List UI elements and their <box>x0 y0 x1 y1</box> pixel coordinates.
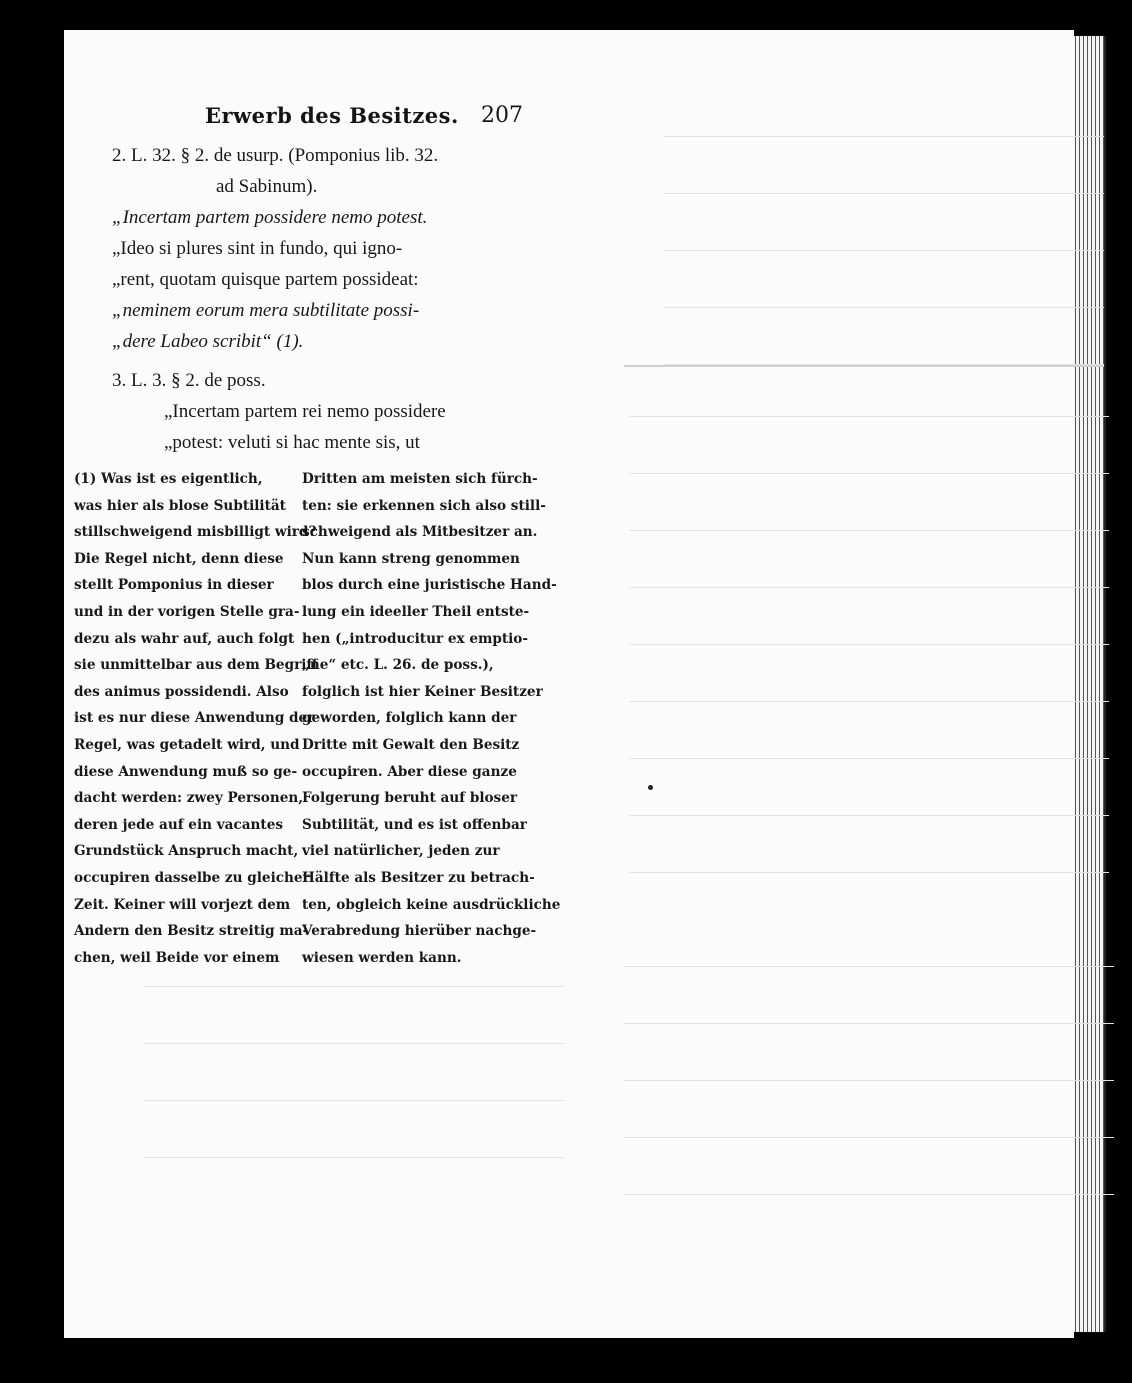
footnote-line: des animus possidendi. Also <box>74 683 289 700</box>
footnote-line: occupiren dasselbe zu gleicher <box>74 869 310 886</box>
quote-line: „Ideo si plures sint in fundo, qui igno- <box>112 238 403 259</box>
handwriting-bleedthrough-bottom-right <box>624 910 1114 1230</box>
footnote-line: chen, weil Beide vor einem <box>74 949 280 966</box>
quote-line: „rent, quotam quisque partem possideat: <box>112 269 419 290</box>
footnote-line: Die Regel nicht, denn diese <box>74 550 284 567</box>
footnote-line: geworden, folglich kann der <box>302 710 517 727</box>
footnote-line: wiesen werden kann. <box>302 949 462 966</box>
footnote-line: occupiren. Aber diese ganze <box>302 763 517 780</box>
citation-3: 3. L. 3. § 2. de poss. <box>112 370 266 391</box>
footnote-line: Verabredung hierüber nachge- <box>302 923 537 940</box>
quote-line: „potest: veluti si hac mente sis, ut <box>164 432 420 453</box>
footnote-line: Dritte mit Gewalt den Besitz <box>302 736 520 753</box>
footnote-line: Dritten am meisten sich fürch- <box>302 471 538 487</box>
footnote-line: Folgerung beruht auf bloser <box>302 790 518 807</box>
footnote-line: stellt Pomponius in dieser <box>74 577 274 594</box>
citation-2: 2. L. 32. § 2. de usurp. (Pomponius lib. 32. <box>112 145 439 166</box>
main-text-block <box>112 140 522 458</box>
footnote-line: sie unmittelbar aus dem Begriff <box>74 657 318 674</box>
handwriting-bleedthrough-middle <box>629 360 1109 880</box>
footnote-line: folglich ist hier Keiner Besitzer <box>302 683 543 700</box>
footnote-line: lung ein ideeller Theil entste- <box>302 603 530 620</box>
footnote-line: stillschweigend misbilligt wird? <box>74 524 317 541</box>
handwriting-bleedthrough-top <box>664 80 1104 360</box>
footnote-line: blos durch eine juristische Hand- <box>302 577 557 594</box>
footnote-line: hen („introducitur ex emptio- <box>302 630 529 647</box>
page-number: 207 <box>481 103 523 128</box>
footnote-line: schweigend als Mitbesitzer an. <box>302 524 538 541</box>
footnote-line: Nun kann streng genommen <box>302 550 520 567</box>
footnote-column-left <box>74 466 318 971</box>
footnote-line: und in der vorigen Stelle gra- <box>74 603 300 620</box>
footnote-line: „ne“ etc. L. 26. de poss.), <box>302 657 494 674</box>
footnote-line: ten: sie erkennen sich also still- <box>302 497 546 514</box>
citation-2-continued: ad Sabinum). <box>216 176 318 197</box>
footnote-line: viel natürlicher, jeden zur <box>302 843 500 860</box>
footnote-line: Zeit. Keiner will vorjezt dem <box>74 896 291 913</box>
footnote-line: Grundstück Anspruch macht, <box>74 843 299 860</box>
footnote-line: deren jede auf ein vacantes <box>74 816 283 833</box>
footnote-line: Hälfte als Besitzer zu betrach- <box>302 869 535 886</box>
ink-speck <box>648 785 653 790</box>
footnote-line: diese Anwendung muß so ge- <box>74 763 298 780</box>
footnote-line: Andern den Besitz streitig ma- <box>74 923 309 940</box>
footnote-line: was hier als blose Subtilität <box>74 497 286 514</box>
running-head: Erwerb des Besitzes. <box>205 103 459 128</box>
quote-line: „dere Labeo scribit“ (1). <box>112 331 304 352</box>
footnote-line: dacht werden: zwey Personen, <box>74 790 304 807</box>
footnote-line: ten, obgleich keine ausdrückliche <box>302 896 561 913</box>
footnote-line: dezu als wahr auf, auch folgt <box>74 630 295 647</box>
quote-line: „Incertam partem possidere nemo potest. <box>112 207 428 228</box>
footnote-line: ist es nur diese Anwendung der <box>74 710 315 727</box>
quote-line: „Incertam partem rei nemo possidere <box>164 401 446 422</box>
quote-line: „neminem eorum mera subtilitate possi- <box>112 300 420 321</box>
footnote-line: Regel, was getadelt wird, und <box>74 736 300 753</box>
footnote-column-right <box>302 466 561 971</box>
footnote-line: Subtilität, und es ist offenbar <box>302 816 527 833</box>
footnote-line: (1) Was ist es eigentlich, <box>74 471 263 487</box>
